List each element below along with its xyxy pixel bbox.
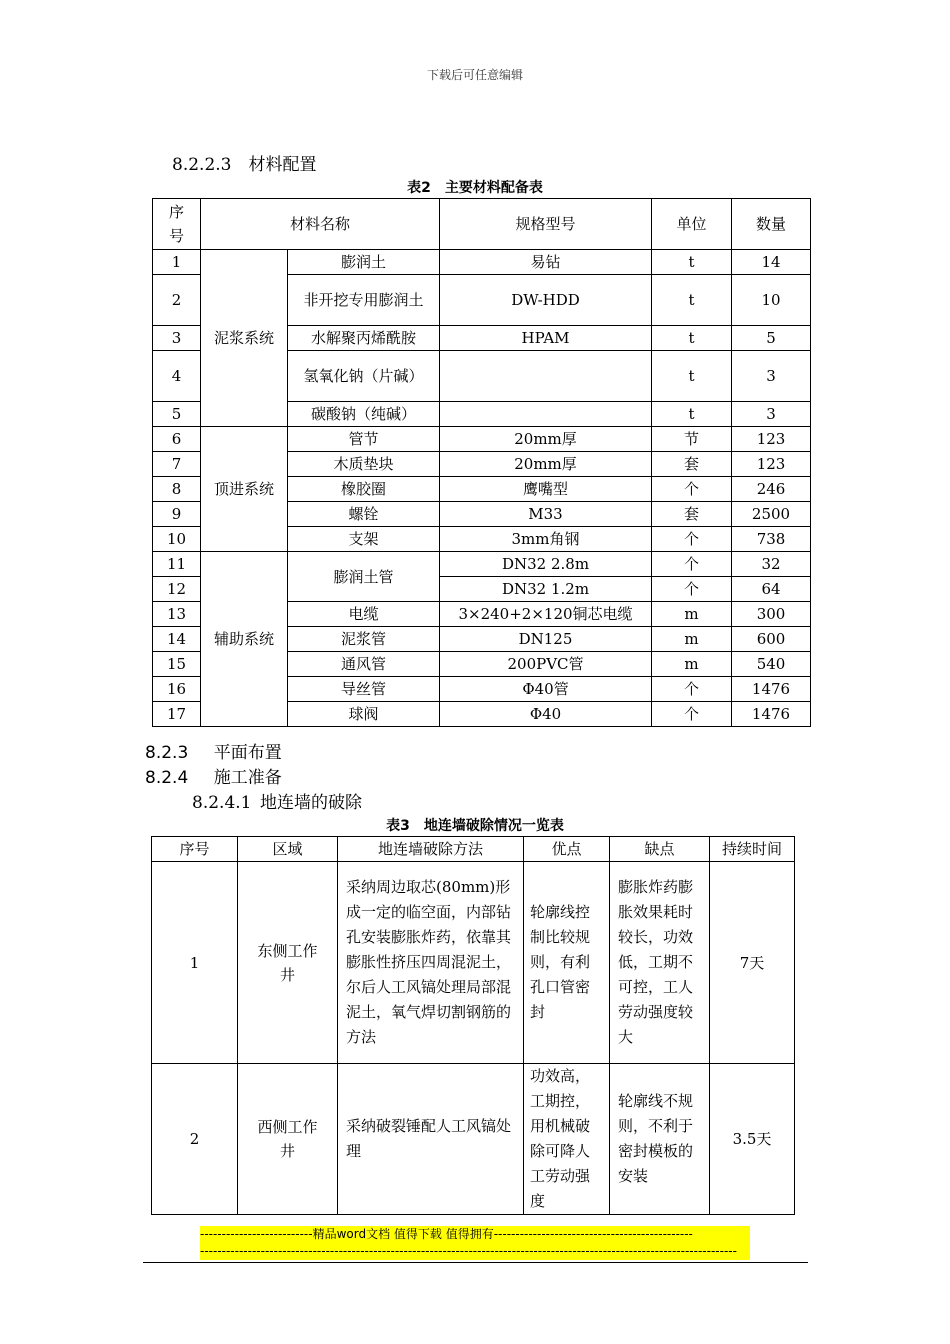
row-duration: 7天 — [710, 862, 795, 1064]
section-number: 8.2.2.3 — [172, 155, 232, 175]
section-number: 8.2.4.1 — [192, 793, 252, 813]
header-cons: 缺点 — [610, 837, 710, 862]
row-no: 13 — [153, 602, 201, 627]
table-row — [152, 862, 795, 1064]
row-qty: 738 — [732, 527, 811, 552]
header-name: 材料名称 — [201, 199, 440, 250]
row-qty: 246 — [732, 477, 811, 502]
row-name: 球阀 — [288, 702, 440, 727]
row-unit: 套 — [652, 452, 732, 477]
row-qty: 600 — [732, 627, 811, 652]
row-qty: 2500 — [732, 502, 811, 527]
row-name: 通风管 — [288, 652, 440, 677]
header-method: 地连墙破除方法 — [338, 837, 524, 862]
header-pros: 优点 — [524, 837, 610, 862]
section-number: 8.2.4 — [145, 768, 189, 788]
row-no: 5 — [153, 402, 201, 427]
row-cons: 膨胀炸药膨胀效果耗时较长，功效低，工期不可控，工人劳动强度较大 — [610, 862, 710, 1064]
row-no: 15 — [153, 652, 201, 677]
row-qty: 32 — [732, 552, 811, 577]
table-row — [153, 552, 811, 577]
section-title: 平面布置 — [213, 743, 282, 763]
row-no: 14 — [153, 627, 201, 652]
row-no: 16 — [153, 677, 201, 702]
row-unit: 个 — [652, 552, 732, 577]
row-no: 1 — [152, 862, 238, 1064]
row-duration: 3.5天 — [710, 1064, 795, 1215]
row-spec — [440, 351, 652, 402]
row-unit: m — [652, 652, 732, 677]
row-no: 4 — [153, 351, 201, 402]
table-header-row — [153, 199, 811, 250]
row-name: 膨润土 — [288, 250, 440, 275]
header-seq: 序 号 — [153, 199, 201, 250]
row-name: 木质垫块 — [288, 452, 440, 477]
header-spec: 规格型号 — [440, 199, 652, 250]
footer-banner — [200, 1226, 750, 1260]
row-qty: 1476 — [732, 702, 811, 727]
row-spec: 200PVC管 — [440, 652, 652, 677]
table-row — [153, 427, 811, 452]
row-spec: 20mm厚 — [440, 427, 652, 452]
row-no: 17 — [153, 702, 201, 727]
row-qty: 14 — [732, 250, 811, 275]
row-spec: 3×240+2×120铜芯电缆 — [440, 602, 652, 627]
header-seq: 序号 — [152, 837, 238, 862]
section-824-heading — [145, 763, 282, 788]
row-unit: t — [652, 402, 732, 427]
row-spec: Φ40 — [440, 702, 652, 727]
row-spec: HPAM — [440, 326, 652, 351]
header-qty: 数量 — [732, 199, 811, 250]
row-unit: m — [652, 627, 732, 652]
row-no: 3 — [153, 326, 201, 351]
page-header-note: 下载后可任意编辑 — [426, 68, 523, 82]
row-name: 碳酸钠（纯碱） — [288, 402, 440, 427]
group-jacking-system: 顶进系统 — [201, 427, 288, 552]
row-name: 螺铨 — [288, 502, 440, 527]
row-spec: 20mm厚 — [440, 452, 652, 477]
row-unit: 个 — [652, 477, 732, 502]
table-header-row — [152, 837, 795, 862]
row-no: 10 — [153, 527, 201, 552]
row-pros: 轮廓线控制比较规则，有利孔口管密封 — [524, 862, 610, 1064]
table-row — [153, 250, 811, 275]
row-name: 支架 — [288, 527, 440, 552]
row-name: 膨润土管 — [288, 552, 440, 602]
row-qty: 300 — [732, 602, 811, 627]
header-area: 区域 — [238, 837, 338, 862]
row-name: 泥浆管 — [288, 627, 440, 652]
row-qty: 123 — [732, 427, 811, 452]
row-name: 管节 — [288, 427, 440, 452]
row-no: 7 — [153, 452, 201, 477]
footer-rule — [143, 1262, 808, 1263]
group-mud-system: 泥浆系统 — [201, 250, 288, 427]
row-spec: 易钻 — [440, 250, 652, 275]
row-qty: 64 — [732, 577, 811, 602]
section-title: 施工准备 — [213, 768, 282, 788]
section-8241-heading — [192, 788, 362, 813]
row-qty: 5 — [732, 326, 811, 351]
row-name: 电缆 — [288, 602, 440, 627]
footer-line-2: ---------------------------------------------------------------------------------------------------------------------------- — [200, 1244, 737, 1258]
row-qty: 3 — [732, 351, 811, 402]
row-unit: 个 — [652, 527, 732, 552]
row-no: 9 — [153, 502, 201, 527]
row-method: 采纳周边取芯(80mm)形成一定的临空面，内部钻孔安装膨胀炸药，依靠其膨胀性挤压四周混泥土，尔后人工风镐处理局部混泥土，氧气焊切割钢筋的方法 — [338, 862, 524, 1064]
row-no: 2 — [152, 1064, 238, 1215]
row-spec: 3mm角钢 — [440, 527, 652, 552]
row-area: 西侧工作井 — [238, 1064, 338, 1215]
row-qty: 3 — [732, 402, 811, 427]
row-unit: m — [652, 602, 732, 627]
row-name: 氢氧化钠（片碱） — [288, 351, 440, 402]
row-no: 1 — [153, 250, 201, 275]
row-qty: 540 — [732, 652, 811, 677]
row-no: 8 — [153, 477, 201, 502]
row-pros: 功效高，工期控，用机械破除可降人工劳动强度 — [524, 1064, 610, 1215]
row-qty: 10 — [732, 275, 811, 326]
row-no: 6 — [153, 427, 201, 452]
row-spec: DN32 1.2m — [440, 577, 652, 602]
row-method: 采纳破裂锤配人工风镐处理 — [338, 1064, 524, 1215]
row-spec: DN32 2.8m — [440, 552, 652, 577]
table2-caption: 表2 主要材料配备表 — [407, 180, 543, 196]
row-name: 导丝管 — [288, 677, 440, 702]
row-spec: M33 — [440, 502, 652, 527]
row-name: 非开挖专用膨润土 — [288, 275, 440, 326]
row-cons: 轮廓线不规则，不利于密封模板的安装 — [610, 1064, 710, 1215]
row-qty: 123 — [732, 452, 811, 477]
header-duration: 持续时间 — [710, 837, 795, 862]
row-unit: 套 — [652, 502, 732, 527]
row-unit: t — [652, 250, 732, 275]
section-number: 8.2.3 — [145, 743, 189, 763]
row-name: 橡胶圈 — [288, 477, 440, 502]
row-unit: 个 — [652, 677, 732, 702]
table3-caption: 表3 地连墙破除情况一览表 — [386, 818, 564, 834]
wall-demolition-table — [151, 836, 795, 1215]
row-no: 11 — [153, 552, 201, 577]
row-unit: t — [652, 275, 732, 326]
section-title: 材料配置 — [248, 155, 317, 175]
row-spec — [440, 402, 652, 427]
row-spec: DW-HDD — [440, 275, 652, 326]
materials-table — [152, 198, 811, 727]
header-unit: 单位 — [652, 199, 732, 250]
row-unit: 个 — [652, 577, 732, 602]
row-qty: 1476 — [732, 677, 811, 702]
footer-line-1: --------------------------精品word文档 值得下载 值得拥有---------------------------------------------- — [200, 1227, 693, 1241]
row-unit: t — [652, 326, 732, 351]
row-spec: DN125 — [440, 627, 652, 652]
group-auxiliary-system: 辅助系统 — [201, 552, 288, 727]
row-name: 水解聚丙烯酰胺 — [288, 326, 440, 351]
row-area: 东侧工作井 — [238, 862, 338, 1064]
row-no: 12 — [153, 577, 201, 602]
row-unit: 个 — [652, 702, 732, 727]
row-unit: 节 — [652, 427, 732, 452]
row-unit: t — [652, 351, 732, 402]
table-row — [152, 1064, 795, 1215]
row-spec: Φ40管 — [440, 677, 652, 702]
section-title: 地连墙的破除 — [259, 793, 362, 813]
row-spec: 鹰嘴型 — [440, 477, 652, 502]
row-no: 2 — [153, 275, 201, 326]
section-8223-heading — [172, 150, 316, 175]
section-823-heading — [145, 738, 282, 763]
